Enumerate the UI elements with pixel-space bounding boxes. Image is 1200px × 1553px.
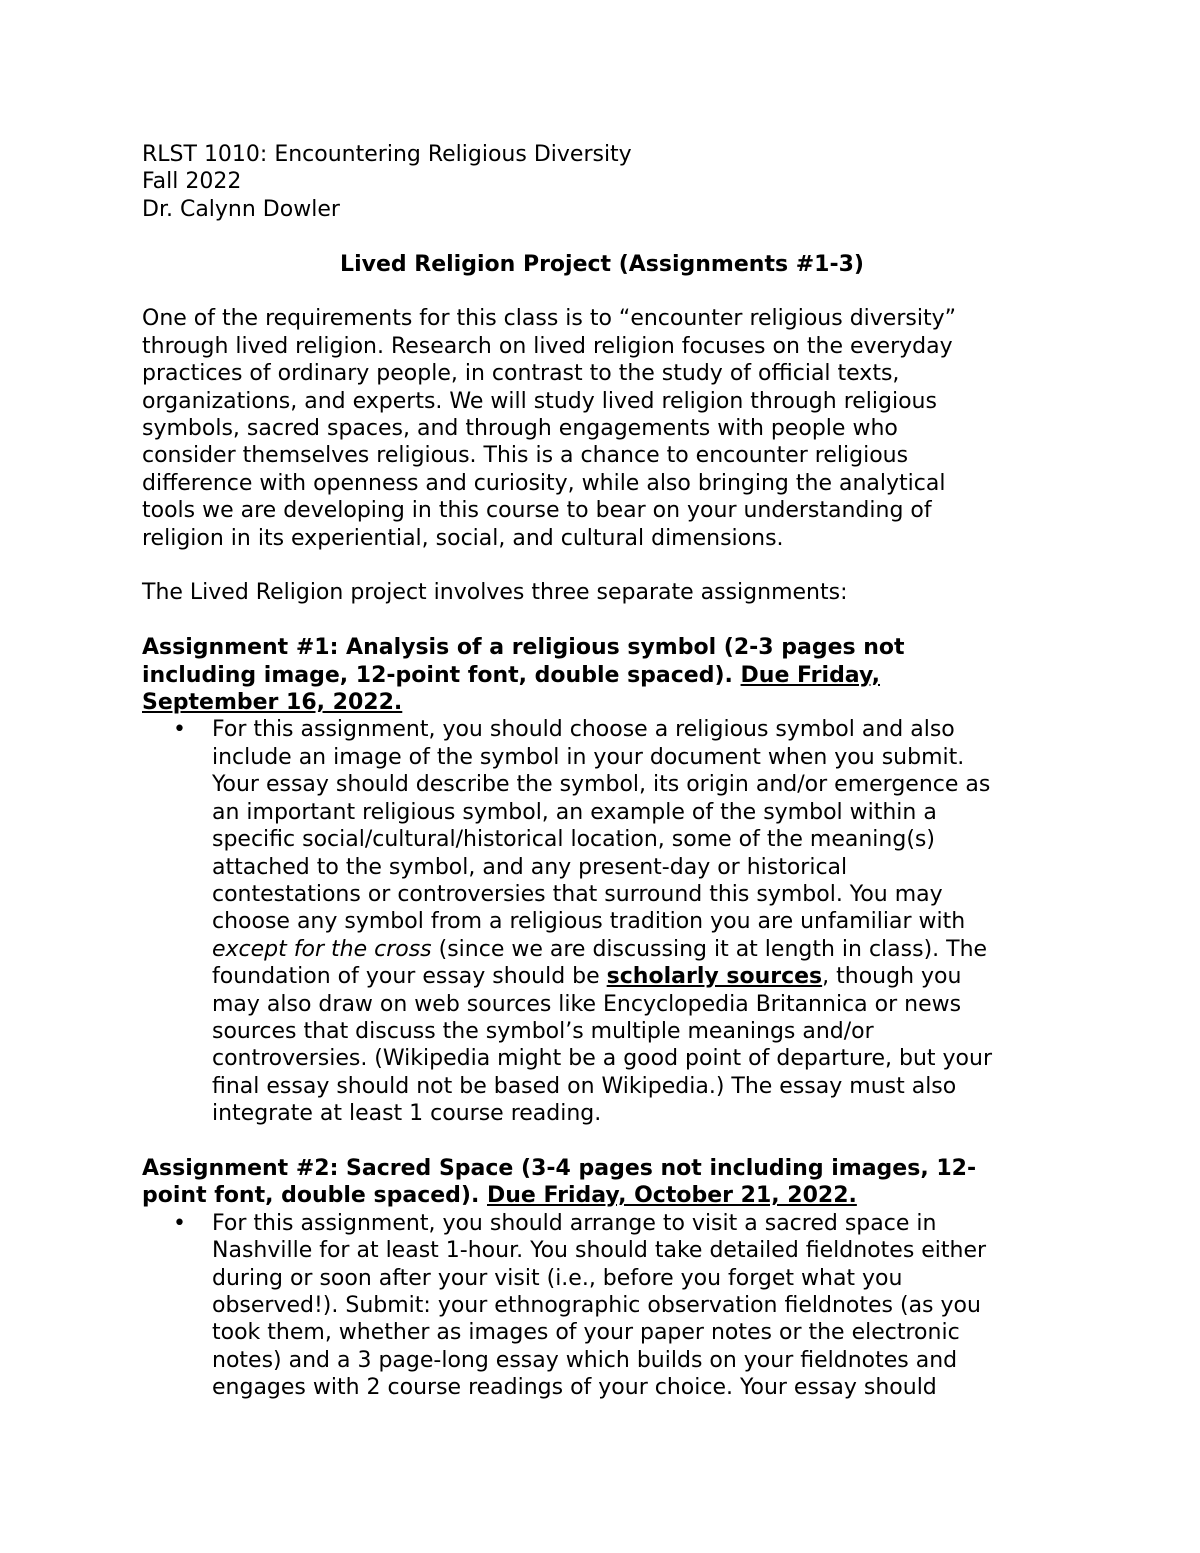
bullet-icon: • xyxy=(173,1210,186,1236)
list-item xyxy=(142,716,1062,1127)
document-title: Lived Religion Project (Assignments #1-3) xyxy=(340,251,864,277)
body-line: notes) and a 3 page-long essay which builds on your fieldnotes and xyxy=(212,1347,958,1373)
assignment-2-heading-cont xyxy=(142,1182,1062,1209)
body-text: , though you xyxy=(822,964,962,990)
body-line xyxy=(212,936,1062,963)
body-line: attached to the symbol, and any present-day or historical xyxy=(212,854,848,880)
term: Fall 2022 xyxy=(142,169,242,195)
body-line: an important religious symbol, an example of the symbol within a xyxy=(212,799,937,825)
assignment-1-spec: including image, 12-point font, double spaced). xyxy=(142,662,733,688)
overview-sentence: The Lived Religion project involves three separate assignments: xyxy=(142,580,848,606)
assignment-1-section xyxy=(142,634,1062,1127)
intro-line: organizations, and experts. We will study lived religion through religious xyxy=(142,388,937,414)
body-line: choose any symbol from a religious tradition you are unfamiliar with xyxy=(212,909,966,935)
body-line: sources that discuss the symbol’s multiple meanings and/or xyxy=(212,1018,874,1044)
body-line xyxy=(212,963,1062,990)
assignment-2-spec: point font, double spaced). xyxy=(142,1183,480,1209)
body-line: integrate at least 1 course reading. xyxy=(212,1101,602,1127)
instructor: Dr. Calynn Dowler xyxy=(142,196,340,222)
document-header xyxy=(142,141,1062,223)
body-line: took them, whether as images of your paper notes or the electronic xyxy=(212,1320,960,1346)
assignment-2-due-date: Due Friday, October 21, 2022. xyxy=(487,1183,857,1209)
body-line: controversies. (Wikipedia might be a good point of departure, but your xyxy=(212,1046,992,1072)
scholarly-sources-emphasis: scholarly sources xyxy=(606,964,823,990)
course-title: RLST 1010: Encountering Religious Diversity xyxy=(142,142,632,167)
intro-line: tools we are developing in this course to bear on your understanding of xyxy=(142,498,932,524)
body-text: foundation of your essay should be xyxy=(212,964,607,990)
body-line: may also draw on web sources like Encyclopedia Britannica or news xyxy=(212,991,962,1017)
assignment-1-due-date: Due Friday, xyxy=(740,662,880,688)
body-line: engages with 2 course readings of your choice. Your essay should xyxy=(212,1375,937,1401)
assignment-2-heading: Assignment #2: Sacred Space (3-4 pages not including images, 12- xyxy=(142,1155,977,1181)
body-line: For this assignment, you should choose a religious symbol and also xyxy=(212,717,955,743)
assignment-2-section xyxy=(142,1155,1062,1402)
body-line: For this assignment, you should arrange to visit a sacred space in xyxy=(212,1210,937,1236)
assignment-1-bullet-list xyxy=(142,716,1062,1127)
intro-line: practices of ordinary people, in contrast to the study of official texts, xyxy=(142,361,900,387)
body-line: Nashville for at least 1-hour. You should take detailed fieldnotes either xyxy=(212,1238,987,1264)
body-line: contestations or controversies that surround this symbol. You may xyxy=(212,881,943,907)
assignment-1-heading: Assignment #1: Analysis of a religious symbol (2-3 pages not xyxy=(142,635,905,661)
assignment-2-bullet-list xyxy=(142,1210,1062,1402)
body-line: specific social/cultural/historical location, some of the meaning(s) xyxy=(212,827,935,853)
intro-line: through lived religion. Research on lived religion focuses on the everyday xyxy=(142,333,953,359)
body-text: (since we are discussing it at length in class). The xyxy=(431,936,988,962)
assignment-1-due-date-cont: September 16, 2022. xyxy=(142,690,403,716)
intro-paragraph xyxy=(142,305,1062,552)
intro-line: One of the requirements for this class is to “encounter religious diversity” xyxy=(142,306,956,332)
body-line: Your essay should describe the symbol, its origin and/or emergence as xyxy=(212,772,991,798)
intro-line: symbols, sacred spaces, and through engagements with people who xyxy=(142,416,898,442)
intro-line: difference with openness and curiosity, while also bringing the analytical xyxy=(142,470,946,496)
intro-line: consider themselves religious. This is a chance to encounter religious xyxy=(142,443,909,469)
body-line: observed!). Submit: your ethnographic observation fieldnotes (as you xyxy=(212,1292,981,1318)
intro-line: religion in its experiential, social, and cultural dimensions. xyxy=(142,525,784,551)
assignment-1-heading-cont xyxy=(142,662,1062,689)
italic-phrase: except for the cross xyxy=(212,936,432,962)
body-line: include an image of the symbol in your document when you submit. xyxy=(212,744,965,770)
list-item xyxy=(142,1210,1062,1402)
body-line: during or soon after your visit (i.e., before you forget what you xyxy=(212,1265,903,1291)
body-line: final essay should not be based on Wikipedia.) The essay must also xyxy=(212,1073,957,1099)
document-page xyxy=(142,141,1062,1402)
bullet-icon: • xyxy=(173,717,186,743)
